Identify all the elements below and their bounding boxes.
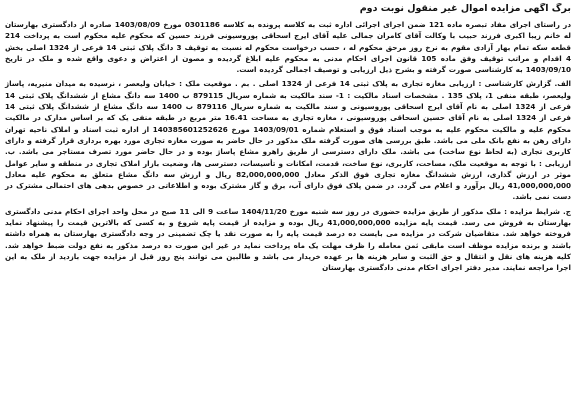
- notice-paragraph-terms: ج. شرایط مزایده : ملک مذکور از طریق مزایده حضوری در روز سه شنبه مورخ 1404/11/20 ساعت 9 الی 11 صبح در محل واحد اجرای احکام مدنی دادگستری بهارستان به فروش می رسد. قیمت پایه مزایده 41,000,000,000 ریال بوده و مزایده از قیمت پایه شروع و به کسی که بالاترین قیمت را پیشنهاد نماید فروخته خواهد شد. متقاضیان شرکت در مزایده می بایست ده درصد قیمت پایه را به صورت نقد یا چک تضمینی در وجه دادگستری بهارستان به همراه داشته باشند و برنده مزایده موظف است مابقی ثمن معامله را ظرف مهلت یک ماه پرداخت نماید در غیر این صورت ده درصد مذکور به نفع دولت ضبط خواهد شد. کلیه هزینه های نقل و انتقال و حق الثبت و سایر هزینه ها بر عهده خریدار می باشد و طالبین می توانند پنج روز قبل از مزایده جهت بازدید از ملک به این اجرا مراجعه نمایند. مدیر دفتر اجرای احکام مدنی دادگستری بهارستان: [5, 206, 571, 273]
- notice-paragraph-intro: در راستای اجرای مفاد تبصره ماده 121 ضمن اجرای اجرائی اداره ثبت به کلاسه پرونده به کلاسه 0301186 مورخ 1403/08/09 صادره از دادگستری بهارستان له خانم زیبا اکبری فرزند حبیب با وکالت آقای کامران جمالی علیه آقای ایرج اسحاقی پوروسیونی فرزند حسین که محکوم علیه محکوم است به پرداخت 214 قطعه سکه تمام بهار آزادی مقوم به نرخ روز مرحق محکوم له ، حسب درخواست محکوم له نسبت به توقیف 3 دانگ پلاک ثبتی 14 فرعی از 1324 اصلی بخش 4 اقدام و مراتب توقیف وفق ماده 105 قانون اجرای احکام مدنی به محکوم علیه ابلاغ گردیده و مصون از اعتراض و دعوی واقع شده و ملک در تاریخ 1403/09/10 به کارشناسی صورت گرفته و بشرح ذیل ارزیابی و توصیف اجمالی گردیده است.: [5, 20, 572, 75]
- notice-title: برگ آگهی مزایده اموال غیر منقول نوبت دوم: [359, 3, 571, 14]
- notice-paragraph-report: الف. گزارش کارشناسی : ارزیابی مغازه تجاری به پلاک ثبتی 14 فرعی از 1324 اصلی . بم . موقعیت ملک : خیابان ولیعصر ، نرسیده به میدان منیریه، پاساژ ولیعصر، طبقه منفی 1، پلاک 135 . مشخصات اسناد مالکیت : 1- سند مالکیت به شماره سریال 879115 ب 1400 سه دانگ مشاع از ششدانگ پلاک ثبتی 14 فرعی از 1324 اصلی به نام آقای ایرج اسحاقی پوروسیونی و سند مالکیت به شماره سریال 879116 ب 1400 سه دانگ مشاع از ششدانگ پلاک ثبتی 14 فرعی از 1324 اصلی به نام آقای حسین اسحاقی پوروسیونی ، مغازه تجاری به مساحت 16.41 متر مربع در طبقه منفی یک که بر اساس مدارک در مالکیت محکوم علیه و مالکیت محکوم علیه به موجب اسناد فوق و استعلام شماره 1403/09/01 مورخ 140385601252626 از اداره ثبت اسناد و املاک ناحیه تهران دارای رهن به نفع بانک ملی می باشد. طبق بررسی های صورت گرفته ملک مذکور در حال حاضر به صورت مغازه تجاری مورد بهره برداری قرار گرفته و دارای کاربری تجاری (به لحاظ نوع ساخت) می باشد. ملک دارای دسترسی از طریق راهرو مشاع پاساژ بوده و در حال حاضر مورد تصرف مستاجر می باشد. ب. ارزیابی : با توجه به موقعیت ملک، مساحت، کاربری، نوع ساخت، قدمت، امکانات و تأسیسات، دسترسی ها، وضعیت بازار املاک تجاری در منطقه و سایر عوامل موثر در ارزش گذاری، ارزش ششدانگ مغازه تجاری فوق الذکر معادل 82,000,000,000 ریال و ارزش سه دانگ مشاع متعلق به محکوم علیه معادل 41,000,000,000 ریال برآورد و اعلام می گردد. در ضمن پلاک فوق دارای آب، برق و گاز مشترک بوده و اطلاعاتی در خصوص بدهی های احتمالی مشترک در دست نمی باشد.: [5, 79, 572, 202]
